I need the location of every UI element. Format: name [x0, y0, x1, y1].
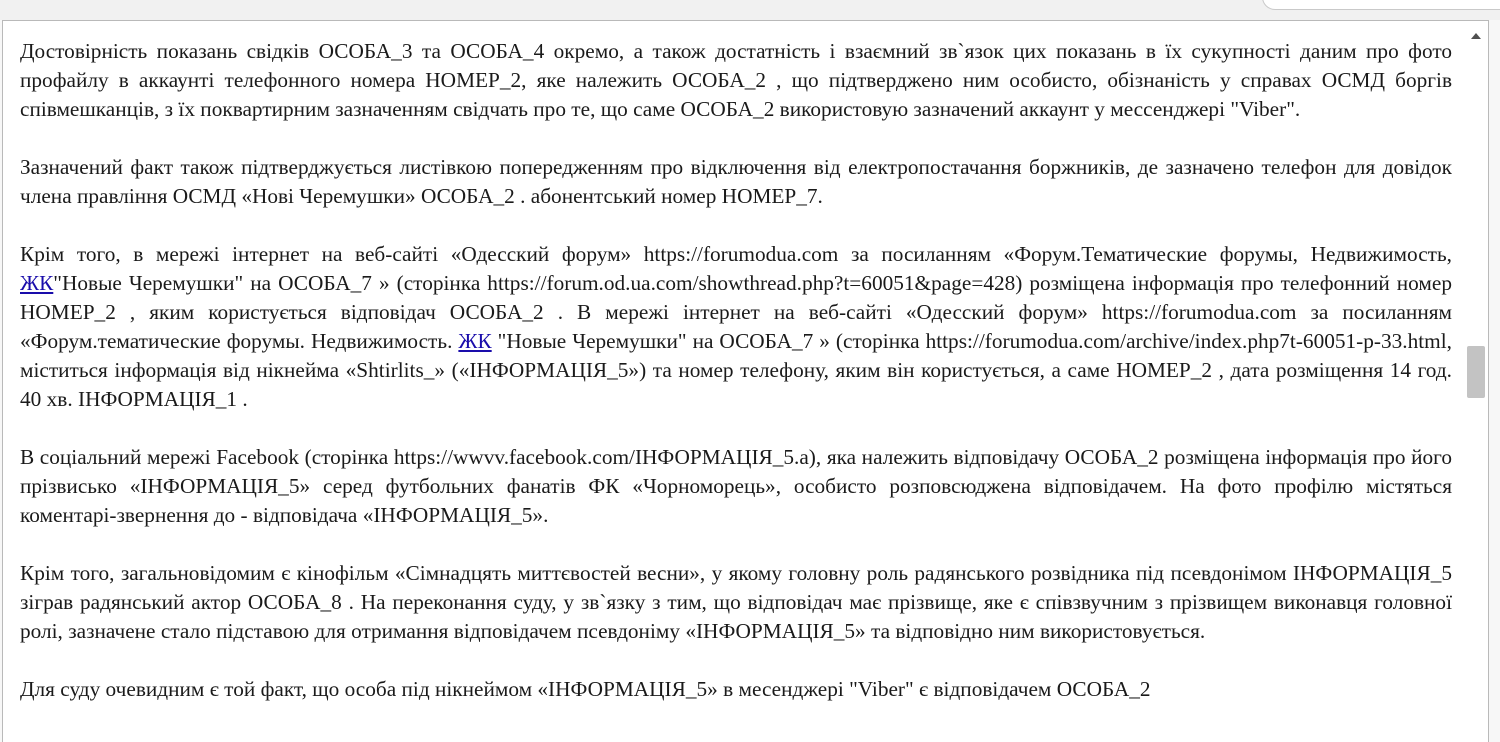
- paragraph-forum-part-2: "Новые Черемушки" на ОСОБА_7 » (сторінка https://forum.od.ua.com/showthread.php?t=60051&page=428) розміщена інформація про телефонний номер НОМЕР_2 , яким користується відповідач ОСОБА_2 . В мережі інтернет на веб-сайті «Одесский форум» https://forumodua.com за посиланням «Форум.тематические форумы. Недвижимость.: [20, 271, 1452, 353]
- paragraph-witness-testimony: Достовірність показань свідків ОСОБА_3 та ОСОБА_4 окремо, а також достатність і взаємний зв`язок цих показань в їх сукупності даним про фото профайлу в аккаунті телефонного номера НОМЕР_2, яке належить ОСОБА_2 , що підтверджено ним особисто, обізнаність у справах ОСМД боргів співмешканців, з їх поквартирним зазначенням свідчать про те, що саме ОСОБА_2 використовую зазначений аккаунт у мессенджері "Viber".: [20, 39, 1452, 121]
- paragraph-leaflet: Зазначений факт також підтверджується листівкою попередженням про відключення від електропостачання боржників, де зазначено телефон для довідок члена правління ОСМД «Нові Черемушки» ОСОБА_2 . абонентський номер НОМЕР_7.: [20, 155, 1452, 208]
- zhk-link-2[interactable]: ЖК: [458, 329, 492, 353]
- paragraph-forum: [20, 240, 1452, 414]
- zhk-link-1[interactable]: ЖК: [20, 271, 54, 295]
- paragraph-film: Крім того, загальновідомим є кінофільм «Сімнадцять миттєвостей весни», у якому головну роль радянського розвідника під псевдонімом ІНФОРМАЦІЯ_5 зіграв радянський актор ОСОБА_8 . На переконання суду, у зв`язку з тим, що відповідач має прізвище, яке є співзвучним з прізвищем виконавця головної ролі, зазначене стало підставою для отримання відповідачем псевдоніму «ІНФОРМАЦІЯ_5» та відповідно ним використовується.: [20, 561, 1452, 643]
- document-content: [20, 37, 1452, 704]
- document-viewer: [2, 20, 1489, 742]
- vertical-scrollbar[interactable]: [1465, 21, 1488, 742]
- paragraph-conclusion: Для суду очевидним є той факт, що особа під нікнеймом «ІНФОРМАЦІЯ_5» в месенджері "Viber" є відповідачем ОСОБА_2: [20, 677, 1151, 701]
- paragraph-forum-part-3: "Новые Черемушки" на ОСОБА_7 » (сторінка https://forumodua.com/archive/index.php7t-60051-p-33.html, міститься інформація від нікнейма «Shtirlits_» («ІНФОРМАЦІЯ_5») та номер телефону, яким він користується, а саме НОМЕР_2 , дата розміщення 14 год. 40 хв. ІНФОРМАЦІЯ_1 .: [20, 329, 1452, 411]
- triangle-up-icon[interactable]: [1471, 33, 1481, 39]
- scrollbar-thumb[interactable]: [1467, 346, 1485, 398]
- paragraph-facebook: В соціальний мережі Facebook (сторінка https://wwvv.facebook.com/ІНФОРМАЦІЯ_5.a), яка належить відповідачу ОСОБА_2 розміщена інформація про його прізвисько «ІНФОРМАЦІЯ_5» серед футбольних фанатів ФК «Чорноморець», особисто розповсюджена відповідачем. На фото профілю містяться коментарі-звернення до - відповідача «ІНФОРМАЦІЯ_5».: [20, 445, 1452, 527]
- paragraph-forum-part-1: Крім того, в мережі інтернет на веб-сайті «Одесский форум» https://forumodua.com за посиланням «Форум.Тематические форумы, Недвижимость,: [20, 242, 1452, 266]
- top-search-pill[interactable]: [1262, 0, 1500, 10]
